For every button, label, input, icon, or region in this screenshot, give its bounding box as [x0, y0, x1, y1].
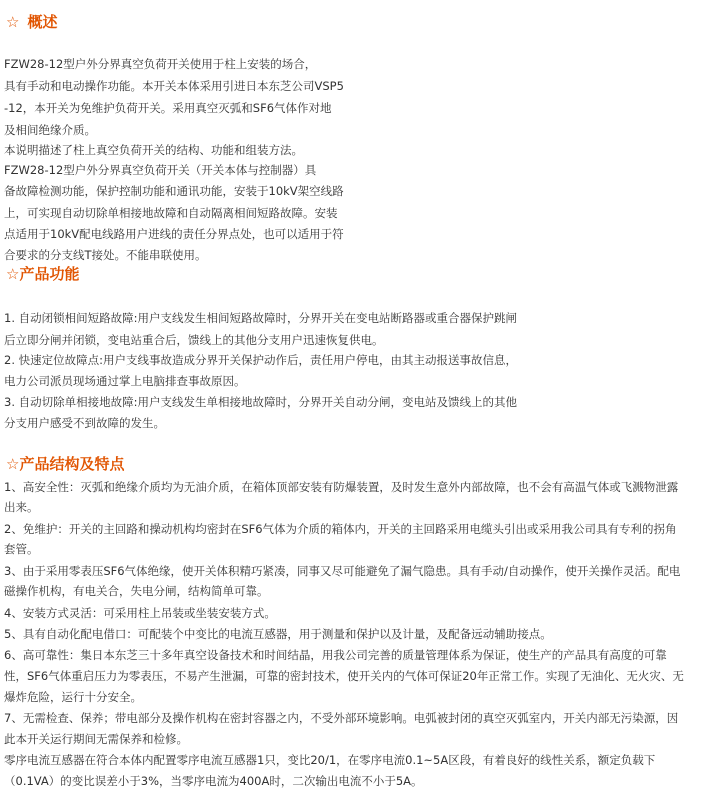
star-icon: ☆ — [6, 13, 20, 31]
structure-line: 4、安装方式灵活：可采用柱上吊装或坐装安装方式。 — [4, 606, 276, 620]
overview-line: 备故障检测功能，保护控制功能和通讯功能，安装于10kV架空线路 — [4, 184, 344, 198]
structure-line: 磁操作机构，有电关合，失电分闸，结构简单可靠。 — [4, 584, 269, 598]
functions-line: 分支用户感受不到故障的发生。 — [4, 416, 165, 430]
structure-line: 套管。 — [4, 542, 39, 556]
structure-line: 1、高安全性：灭弧和绝缘介质均为无油介质，在箱体顶部安装有防爆装置，及时发生意外内部故障，也不会有高温气体或飞溅物泄露 — [4, 480, 679, 494]
structure-line: 2、免维护：开关的主回路和操动机构均密封在SF6气体为介质的箱体内，开关的主回路采用电缆头引出或采用我公司具有专利的拐角 — [4, 522, 677, 536]
functions-line: 1. 自动闭锁相间短路故障:用户支线发生相间短路故障时，分界开关在变电站断路器或重合器保护跳闸 — [4, 311, 517, 325]
star-icon: ☆ — [6, 455, 20, 473]
overview-line: -12，本开关为免维护负荷开关。采用真空灭弧和SF6气体作对地 — [4, 101, 332, 115]
overview-line: FZW28-12型户外分界真空负荷开关使用于柱上安装的场合， — [4, 57, 317, 71]
structure-line: 零序电流互感器在符合本体内配置零序电流互感器1只，变比20/1，在零序电流0.1~5A区段，有着良好的线性关系，额定负载下 — [4, 753, 656, 767]
structure-line: 此本开关运行期间无需保养和检修。 — [4, 732, 188, 746]
structure-line: 爆炸危险，运行十分安全。 — [4, 690, 142, 704]
structure-line: 6、高可靠性：集日本东芝三十多年真空设备技术和时间结晶，用我公司完善的质量管理体系为保证，使生产的产品具有高度的可靠 — [4, 648, 667, 662]
overview-line: 上，可实现自动切除单相接地故障和自动隔离相间短路故障。安装 — [4, 206, 338, 220]
structure-heading — [6, 454, 124, 474]
functions-title: 产品功能 — [19, 265, 80, 283]
overview-line: 合要求的分支线T接处。不能串联使用。 — [4, 248, 207, 262]
overview-line: 具有手动和电动操作功能。本开关本体采用引进日本东芝公司VSP5 — [4, 79, 344, 93]
functions-line: 3. 自动切除单相接地故障:用户支线发生单相接地故障时，分界开关自动分闸，变电站及馈线上的其他 — [4, 395, 517, 409]
overview-line: 点适用于10kV配电线路用户进线的责任分界点处，也可以适用于符 — [4, 227, 344, 241]
structure-line: 7、无需检查、保养；带电部分及操作机构在密封容器之内，不受外部环境影响。电弧被封闭的真空灭弧室内，开关内部无污染源，因 — [4, 711, 679, 725]
structure-line: 3、由于采用零表压SF6气体绝缘，使开关体积精巧紧凑，同事又尽可能避免了漏气隐患。具有手动/自动操作，使开关操作灵活。配电 — [4, 564, 681, 578]
overview-title: 概述 — [27, 13, 58, 31]
structure-line: 出来。 — [4, 500, 39, 514]
structure-title: 产品结构及特点 — [19, 455, 125, 473]
functions-line: 后立即分闸并闭锁，变电站重合后，馈线上的其他分支用户迅速恢复供电。 — [4, 333, 384, 347]
overview-heading — [6, 12, 57, 32]
structure-line: 性，SF6气体重启压力为零表压，不易产生泄漏，可靠的密封技术，使开关内的气体可保证20年正常工作。实现了无油化、无火灾、无 — [4, 669, 684, 683]
overview-line: 及相间绝缘介质。 — [4, 123, 96, 137]
functions-line: 电力公司派员现场通过掌上电脑排查事故原因。 — [4, 374, 246, 388]
overview-line: 本说明描述了柱上真空负荷开关的结构、功能和组装方法。 — [4, 143, 303, 157]
functions-heading — [6, 264, 79, 284]
functions-line: 2. 快速定位故障点:用户支线事故造成分界开关保护动作后，责任用户停电，由其主动报送事故信息， — [4, 353, 517, 367]
structure-line: （0.1VA）的变比误差小于3%，当零序电流为400A时，二次输出电流不小于5A。 — [4, 774, 423, 788]
star-icon: ☆ — [6, 265, 20, 283]
overview-line: FZW28-12型户外分界真空负荷开关（开关本体与控制器）具 — [4, 163, 317, 177]
structure-line: 5、具有自动化配电借口：可配装个中变比的电流互感器，用于测量和保护以及计量，及配备远动辅助接点。 — [4, 627, 552, 641]
